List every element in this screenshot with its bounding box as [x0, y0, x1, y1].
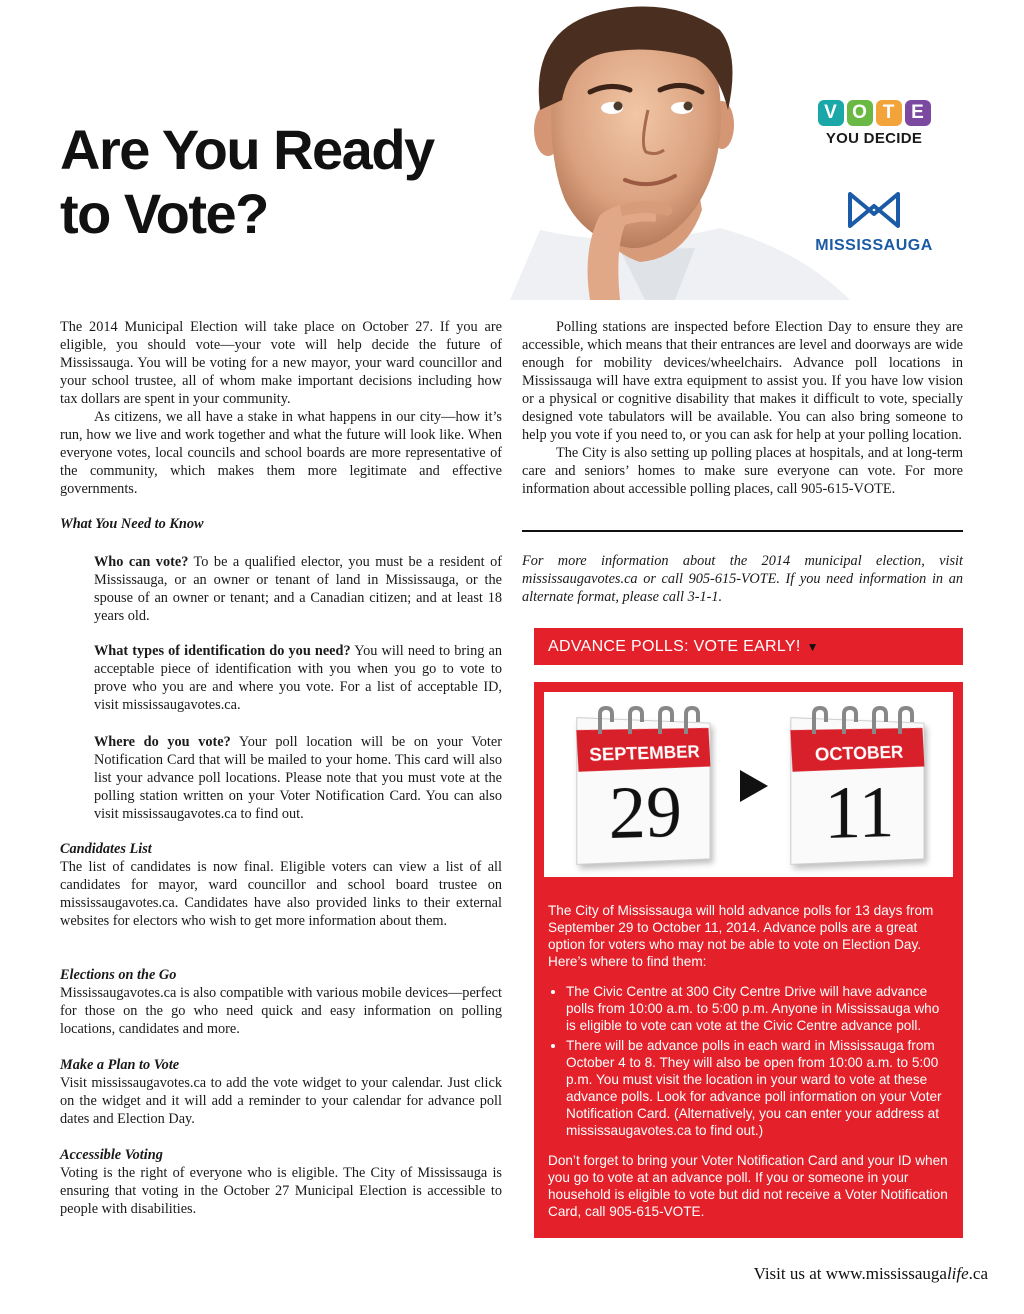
calendar-month-label: SEPTEMBER [576, 728, 710, 772]
candidates-list-section [60, 840, 502, 930]
advance-polls-banner [534, 628, 963, 665]
footer-url-prefix: Visit us at www.mississauga [753, 1264, 947, 1283]
mississauga-logo [812, 190, 936, 255]
vote-letter-t-tile: T [876, 100, 902, 126]
identification-question: What types of identification do you need? [94, 643, 351, 659]
accessible-voting-heading: Accessible Voting [60, 1147, 163, 1163]
make-a-plan-body: Visit mississaugavotes.ca to add the vote widget to your calendar. Just click on the widget and it will add a reminder to your calendar for advance poll dates and Election Day. [60, 1075, 502, 1127]
where-to-vote-answer: Your poll location will be on your Voter Notification Card that will be mailed to your home. This card will also list your advance poll locations. Please note that you must vote at the polling station written on your Voter Notification Card. You can also visit mississaugavotes.ca to find out. [94, 734, 502, 822]
identification-block [94, 642, 502, 714]
footer-url-suffix: .ca [968, 1264, 988, 1283]
where-to-vote-question: Where do you vote? [94, 734, 231, 750]
accessibility-details-section [522, 318, 963, 498]
accessible-voting-body: Voting is the right of everyone who is eligible. The City of Mississauga is ensuring that voting in the October 27 Municipal Election is accessible to people with disabilities. [60, 1165, 502, 1217]
page-title-line-1: Are You Ready [60, 118, 434, 181]
play-arrow-icon [740, 770, 768, 802]
list-item: • There will be advance polls in each ward in Mississauga from October 4 to 8. They will also be open from 10:00 a.m. to 5:00 p.m. You must visit the location in your ward to vote at these advance polls. Look for advance poll information on your Voter Notification Card. (Alternatively, you can enter your address at mississaugavotes.ca to find out.) [566, 1037, 949, 1139]
what-you-need-heading: What You Need to Know [60, 516, 204, 532]
page-title-line-2: to Vote? [60, 182, 268, 245]
who-can-vote-answer: To be a qualified elector, you must be a resident of Mississauga, or an owner or tenant of land in Mississauga, or the spouse of an owner or tenant; and a Canadian citizen; and at least 18 years old. [94, 554, 502, 624]
identification-answer: You will need to bring an acceptable piece of identification with you when you go to vote to prove who you are and where you vote. For a list of acceptable ID, visit mississaugavotes.ca. [94, 643, 502, 713]
mississauga-wordmark: MISSISSAUGA [815, 237, 933, 254]
polling-stations-paragraph: Polling stations are inspected before Election Day to ensure they are accessible, which means that their entrances are level and doorways are wide enough for mobility devices/wheelchairs. Advance poll locations in Mississauga will have extra equipment to assist you. If you have low vision or a physical or cognitive disability that makes it difficult to vote, specially designed vote tabulators will be available. You can also bring someone to help you vote if you need to, or you can ask for help at your polling location. [522, 319, 963, 443]
elections-on-the-go-body: Mississaugavotes.ca is also compatible with various mobile devices—perfect for those on the go who need quick and easy information on polling locations, candidates and more. [60, 985, 502, 1037]
calendar-rings-icon [590, 706, 700, 736]
vote-you-decide-logo [812, 100, 936, 147]
accessible-voting-section [60, 1146, 502, 1218]
advance-polls-list [548, 983, 949, 1139]
calendar-month-label: OCTOBER [790, 728, 924, 772]
calendar-day-number: 29 [608, 771, 682, 856]
make-a-plan-heading: Make a Plan to Vote [60, 1057, 180, 1073]
polling-places-paragraph: The City is also setting up polling places at hospitals, and at long-term care and seniors’ homes to make sure everyone can vote. For more information about accessible polling places, call 905-615-VOTE. [522, 445, 963, 497]
calendar-rings-icon [804, 706, 914, 736]
footer-url [754, 1264, 988, 1284]
advance-polls-box [534, 682, 963, 1238]
vote-letter-e-tile: E [905, 100, 931, 126]
more-information-note: For more information about the 2014 municipal election, visit mississaugavotes.ca or call 905-615-VOTE. If you need information in an alternate format, please call 3-1-1. [522, 553, 963, 605]
intro-paragraph-1: The 2014 Municipal Election will take place on October 27. If you are eligible, you should vote—your vote will help decide the future of Mississauga. You will be voting for a new mayor, your ward councillor and your school trustee, all of whom make important decisions including how tax dollars are spent in your community. [60, 319, 502, 407]
september-calendar [568, 706, 718, 866]
calendar-day-number: 11 [824, 771, 895, 856]
candidates-list-body: The list of candidates is now final. Eligible voters can view a list of all candidates for mayor, ward councillor and school board trustee on mississaugavotes.ca. Candidates have also provided links to their external websites for electors who wish to get more information about them. [60, 859, 502, 929]
footer-url-italic: life [946, 1264, 969, 1283]
triangle-down-icon: ▼ [806, 639, 819, 654]
where-to-vote-block [94, 733, 502, 823]
candidates-list-heading: Candidates List [60, 841, 152, 857]
advance-polls-text [548, 902, 949, 1220]
mississauga-emblem-icon [844, 190, 904, 230]
calendar-illustration [544, 692, 953, 877]
vote-tagline: YOU DECIDE [825, 130, 923, 147]
intro-paragraph-2: As citizens, we all have a stake in what happens in our city—how it’s run, how we live and work together and what the future will look like. When everyone votes, local councils and school boards are more representative of the community, which makes them more legitimate and effective governments. [60, 409, 502, 497]
list-item: • The Civic Centre at 300 City Centre Drive will have advance polls from 10:00 a.m. to 5:00 p.m. Anyone in Mississauga who is eligible to vote can vote at the Civic Centre advance poll. [566, 983, 949, 1034]
who-can-vote-question: Who can vote? [94, 554, 189, 570]
thinking-man-photo [470, 0, 860, 300]
vote-letter-o-tile: O [847, 100, 873, 126]
advance-polls-intro: The City of Mississauga will hold advance polls for 13 days from September 29 to October 11, 2014. Advance polls are a great option for voters who may not be able to vote on Election Day. Here’s where to find them: [548, 903, 934, 969]
section-divider [522, 530, 963, 532]
elections-on-the-go-section [60, 966, 502, 1038]
intro-section [60, 318, 502, 498]
elections-on-the-go-heading: Elections on the Go [60, 967, 177, 983]
make-a-plan-section [60, 1056, 502, 1128]
vote-letter-v-tile: V [818, 100, 844, 126]
advance-polls-banner-text: ADVANCE POLLS: VOTE EARLY! [548, 637, 801, 655]
advance-polls-closing: Don’t forget to bring your Voter Notification Card and your ID when you go to vote at an advance poll. If you or someone in your household is eligible to vote but did not receive a Voter Notification Card, call 905-615-VOTE. [548, 1153, 948, 1219]
october-calendar [782, 706, 932, 866]
page-title [60, 118, 490, 246]
who-can-vote-block [94, 553, 502, 625]
